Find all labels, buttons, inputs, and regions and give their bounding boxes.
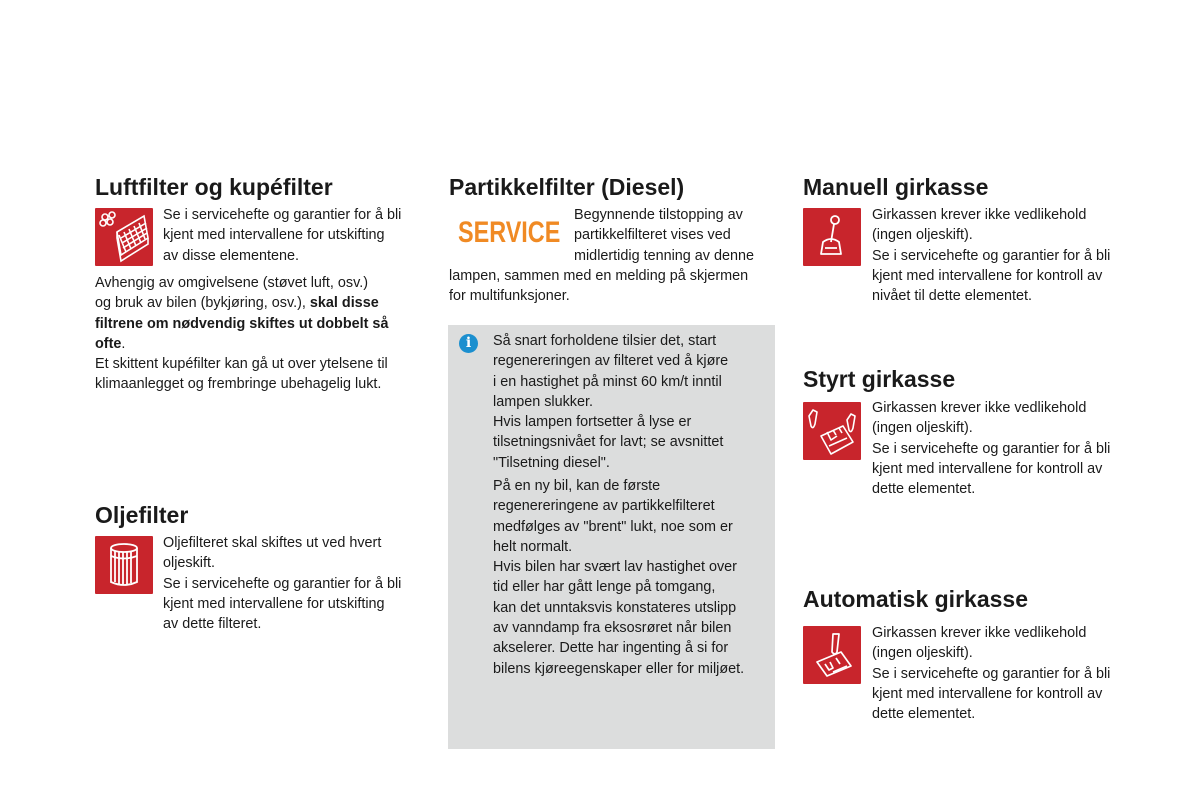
text-emphasis: skal disse <box>309 295 379 312</box>
text-line: bilens kjøreegenskaper eller for miljøet. <box>493 660 745 677</box>
styrt-text <box>872 398 1110 499</box>
heading-manuell-girkasse: Manuell girkasse <box>803 174 989 200</box>
text-line: midlertidig tenning av denne <box>574 247 755 264</box>
text-line: regenereringen av filteret ved å kjøre <box>493 353 729 370</box>
heading-styrt-girkasse: Styrt girkasse <box>803 366 956 392</box>
text-line: kjent med intervallene for kontroll av <box>872 460 1103 477</box>
text-line: "Tilsetning diesel". <box>493 454 610 471</box>
text-line: Se i servicehefte og garantier for å bli <box>872 665 1111 682</box>
text-line: (ingen oljeskift). <box>872 227 973 244</box>
text-line: helt normalt. <box>493 538 573 555</box>
manual-gearbox-icon <box>803 208 861 266</box>
partikkelfilter-intro <box>574 205 754 266</box>
text-line: På en ny bil, kan de første <box>493 478 661 494</box>
text-plain: og bruk av bilen (bykjøring, osv.), <box>95 295 310 312</box>
oil-filter-icon <box>95 536 153 594</box>
text-line: Så snart forholdene tilsier det, start <box>493 333 717 349</box>
text-line: kjent med intervallene for kontroll av <box>872 685 1103 702</box>
text-line: lampen slukker. <box>493 393 593 410</box>
text-line: dette elementet. <box>872 706 976 723</box>
partikkelfilter-body <box>449 266 748 307</box>
text-line: Hvis bilen har svært lav hastighet over <box>493 559 737 576</box>
text-line: Et skittent kupéfilter kan gå ut over ytelsene til <box>95 356 388 373</box>
text-line: Se i servicehefte og garantier for å bli <box>872 247 1111 264</box>
service-warning-lamp: SERVICE <box>458 216 561 249</box>
text-line: klimaanlegget og frembringe ubehagelig lukt. <box>95 376 382 393</box>
heading-partikkelfilter: Partikkelfilter (Diesel) <box>449 174 685 200</box>
text-line: medfølges av "brent" lukt, noe som er <box>493 518 733 535</box>
text-line: kjent med intervallene for utskifting <box>163 595 385 612</box>
text-line: oljeskift. <box>163 555 215 572</box>
text-line: Se i servicehefte og garantier for å bli <box>163 575 402 592</box>
oljefilter-text <box>163 533 401 634</box>
info-icon: i <box>459 334 478 353</box>
text-line: kjent med intervallene for utskifting <box>163 227 385 244</box>
info-paragraph-1 <box>493 331 728 473</box>
text-line: (ingen oljeskift). <box>872 645 973 662</box>
text-plain: . <box>121 335 126 352</box>
text-line: Avhengig av omgivelsene (støvet luft, osv.) <box>95 275 369 291</box>
text-line: Se i servicehefte og garantier for å bli <box>163 207 402 223</box>
text-line <box>95 334 388 354</box>
text-line <box>95 314 388 334</box>
text-line: partikkelfilteret vises ved <box>574 227 731 244</box>
text-line: Begynnende tilstopping av <box>574 207 743 223</box>
heading-automatisk-girkasse: Automatisk girkasse <box>803 586 1028 612</box>
text-line: av dette filteret. <box>163 616 262 633</box>
text-line: regenereringene av partikkelfilteret <box>493 498 715 515</box>
text-line: av disse elementene. <box>163 247 299 264</box>
text-line <box>95 293 388 313</box>
automatic-gearbox-icon <box>803 626 861 684</box>
piloted-gearbox-icon <box>803 402 861 460</box>
text-line: i en hastighet på minst 60 km/t inntil <box>493 373 722 390</box>
text-line: Girkassen krever ikke vedlikehold <box>872 625 1087 641</box>
luftfilter-intro <box>163 205 401 266</box>
text-line: Hvis lampen fortsetter å lyse er <box>493 414 692 431</box>
text-line: Girkassen krever ikke vedlikehold <box>872 400 1087 416</box>
text-line: Se i servicehefte og garantier for å bli <box>872 440 1111 457</box>
text-line: akselerer. Dette har ingenting å si for <box>493 640 729 657</box>
text-line: tilsetningsnivået for lavt; se avsnittet <box>493 434 724 451</box>
heading-oljefilter: Oljefilter <box>95 502 189 528</box>
text-line: nivået til dette elementet. <box>872 288 1032 305</box>
heading-luftfilter: Luftfilter og kupéfilter <box>95 174 333 200</box>
info-paragraph-2 <box>493 476 744 679</box>
text-line: dette elementet. <box>872 481 976 498</box>
automatisk-text <box>872 623 1110 724</box>
text-line: lampen, sammen med en melding på skjermen <box>449 268 749 284</box>
text-line: for multifunksjoner. <box>449 288 570 305</box>
text-line: Girkassen krever ikke vedlikehold <box>872 207 1087 223</box>
text-line: tid eller har gått lenge på tomgang, <box>493 579 716 596</box>
luftfilter-body <box>95 273 388 395</box>
manuell-text <box>872 205 1110 306</box>
text-line: kan det unntaksvis konstateres utslipp <box>493 599 737 616</box>
text-emphasis: filtrene om nødvendig skiftes ut dobbelt så <box>95 315 389 332</box>
text-line: av vanndamp fra eksosrøret når bilen <box>493 620 732 637</box>
text-emphasis: ofte <box>95 335 122 352</box>
text-line: Oljefilteret skal skiftes ut ved hvert <box>163 535 382 551</box>
cabin-air-filter-icon <box>95 208 153 266</box>
text-line: kjent med intervallene for kontroll av <box>872 267 1103 284</box>
text-line: (ingen oljeskift). <box>872 420 973 437</box>
